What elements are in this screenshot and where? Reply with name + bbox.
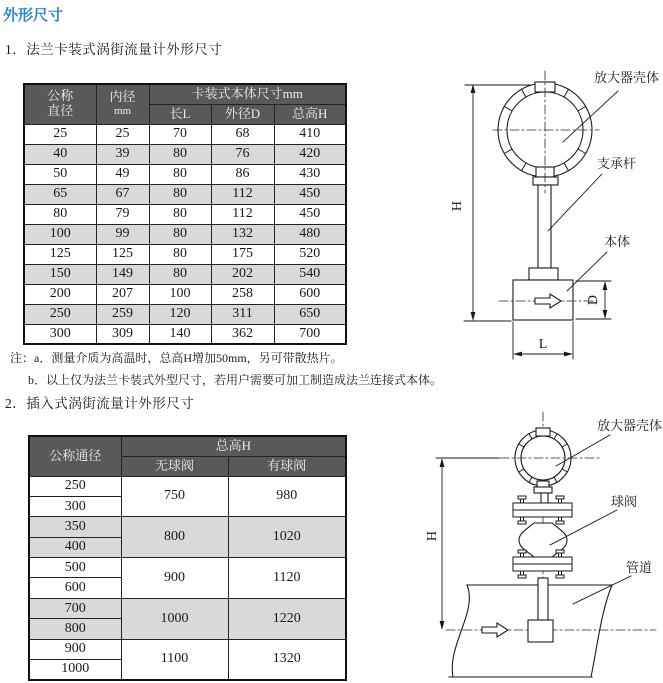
table-cell: 80 xyxy=(149,204,211,224)
section2-heading: 2．插入式涡街流量计外形尺寸 xyxy=(5,396,195,411)
table-cell: 112 xyxy=(211,184,274,204)
support-rod-label: 支承杆 xyxy=(597,156,637,171)
table-cell: 207 xyxy=(96,284,149,304)
table-cell: 80 xyxy=(24,204,96,224)
table-cell: 450 xyxy=(274,204,346,224)
table-cell: 70 xyxy=(149,124,211,144)
table-cell: 700 xyxy=(274,324,346,344)
table-cell-dn: 800 xyxy=(29,619,121,639)
table-cell: 80 xyxy=(149,264,211,284)
table-row xyxy=(24,304,346,324)
table-cell: 430 xyxy=(274,164,346,184)
table-cell: 80 xyxy=(149,184,211,204)
insertion-probe xyxy=(528,578,553,642)
insertion-diagram xyxy=(425,408,663,683)
table-cell: 132 xyxy=(211,224,274,244)
table-cell: 362 xyxy=(211,324,274,344)
table-cell-with-valve: 1320 xyxy=(228,639,346,680)
table-row xyxy=(29,476,346,496)
header-unit: mm xyxy=(113,105,132,118)
table-row xyxy=(29,517,346,537)
table-cell-dn: 600 xyxy=(29,578,121,598)
table-cell: 125 xyxy=(96,244,149,264)
col-header-with-ball-valve: 有球阀 xyxy=(228,456,346,476)
note-prefix: 注： xyxy=(10,351,35,365)
section1-heading: 1．法兰卡装式涡街流量计外形尺寸 xyxy=(5,42,223,57)
dim-L-label: L xyxy=(538,337,548,352)
table-cell: 68 xyxy=(211,124,274,144)
table-cell: 149 xyxy=(96,264,149,284)
table-row xyxy=(29,639,346,659)
amplifier-housing-label: 放大器壳体 xyxy=(597,418,663,433)
table-row xyxy=(24,204,346,224)
table-cell: 79 xyxy=(96,204,149,224)
table-cell: 250 xyxy=(24,304,96,324)
dimension-H xyxy=(436,458,499,630)
table-cell-dn: 300 xyxy=(29,496,121,516)
table-cell: 100 xyxy=(24,224,96,244)
table-cell-with-valve: 1120 xyxy=(228,558,346,599)
meter-body-label: 本体 xyxy=(604,234,631,249)
table-cell: 112 xyxy=(211,204,274,224)
table-cell: 309 xyxy=(96,324,149,344)
note-a-text: a．测量介质为高温时，总高H增加50mm，另可带散热片。 xyxy=(34,351,343,365)
table-cell: 25 xyxy=(96,124,149,144)
table-cell: 140 xyxy=(149,324,211,344)
table-cell-dn: 500 xyxy=(29,558,121,578)
amplifier-housing-label: 放大器壳体 xyxy=(594,70,660,85)
table-row xyxy=(24,264,346,284)
col-header-outer-D: 外径D xyxy=(211,104,274,124)
table-cell-no-valve: 1000 xyxy=(121,598,228,639)
col-header-height-H: 总高H xyxy=(274,104,346,124)
table-cell: 76 xyxy=(211,144,274,164)
table-row xyxy=(24,144,346,164)
table-cell: 650 xyxy=(274,304,346,324)
table-cell: 80 xyxy=(149,164,211,184)
support-rod xyxy=(529,177,558,280)
table-cell: 300 xyxy=(24,324,96,344)
header-line: 公称 xyxy=(47,88,74,104)
table-cell: 258 xyxy=(211,284,274,304)
table-row xyxy=(24,224,346,244)
table-notes xyxy=(10,347,442,391)
table-cell: 80 xyxy=(149,244,211,264)
table-cell-with-valve: 1020 xyxy=(228,517,346,558)
table-row xyxy=(24,244,346,264)
stem-neck xyxy=(534,487,552,503)
table-cell-dn: 250 xyxy=(29,476,121,496)
col-header-total-height-group: 总高H xyxy=(121,436,346,456)
note-a xyxy=(10,347,442,369)
flange-clamp-dimension-table xyxy=(23,83,347,345)
insertion-dimension-table xyxy=(28,435,347,681)
table-cell-no-valve: 750 xyxy=(121,476,228,517)
table-cell: 259 xyxy=(96,304,149,324)
table-cell: 202 xyxy=(211,264,274,284)
table-cell: 200 xyxy=(24,284,96,304)
dim-D-label: D xyxy=(586,294,601,306)
table-cell: 410 xyxy=(274,124,346,144)
table-cell-dn: 900 xyxy=(29,639,121,659)
ball-valve-label: 球阀 xyxy=(611,494,638,509)
table-cell-dn: 1000 xyxy=(29,660,121,680)
table-row xyxy=(24,164,346,184)
table-cell: 80 xyxy=(149,144,211,164)
table-cell-no-valve: 1100 xyxy=(121,639,228,680)
col-header-no-ball-valve: 无球阀 xyxy=(121,456,228,476)
table-cell: 39 xyxy=(96,144,149,164)
table-cell-dn: 400 xyxy=(29,537,121,557)
table-cell-with-valve: 980 xyxy=(228,476,346,517)
table-row xyxy=(24,124,346,144)
table-cell-no-valve: 800 xyxy=(121,517,228,558)
table-cell: 100 xyxy=(149,284,211,304)
table-row xyxy=(29,598,346,618)
dim-H-label: H xyxy=(425,530,440,542)
table-cell: 480 xyxy=(274,224,346,244)
col-header-length-L: 长L xyxy=(149,104,211,124)
page-title: 外形尺寸 xyxy=(3,7,64,24)
table-row xyxy=(29,558,346,578)
dim-H-label: H xyxy=(450,200,465,212)
table-cell: 50 xyxy=(24,164,96,184)
table-cell: 49 xyxy=(96,164,149,184)
flow-arrow-icon xyxy=(482,623,508,637)
table-cell: 120 xyxy=(149,304,211,324)
table-cell-dn: 700 xyxy=(29,598,121,618)
table-cell-no-valve: 900 xyxy=(121,558,228,599)
table-cell: 150 xyxy=(24,264,96,284)
table-cell: 540 xyxy=(274,264,346,284)
table-cell: 99 xyxy=(96,224,149,244)
table-row xyxy=(24,284,346,304)
header-line: 直径 xyxy=(47,103,74,119)
table-cell-with-valve: 1220 xyxy=(228,598,346,639)
table-row xyxy=(24,184,346,204)
table-cell: 450 xyxy=(274,184,346,204)
table-cell: 600 xyxy=(274,284,346,304)
col-header-inner-diameter xyxy=(96,84,149,124)
table-cell: 520 xyxy=(274,244,346,264)
table-cell: 25 xyxy=(24,124,96,144)
table-cell-dn: 350 xyxy=(29,517,121,537)
flange-clamp-diagram xyxy=(440,60,663,380)
table-cell: 67 xyxy=(96,184,149,204)
table-cell: 40 xyxy=(24,144,96,164)
table-cell: 86 xyxy=(211,164,274,184)
table-row xyxy=(24,324,346,344)
col-header-nominal-diameter xyxy=(24,84,96,124)
table-cell: 420 xyxy=(274,144,346,164)
table-cell: 80 xyxy=(149,224,211,244)
table-cell: 65 xyxy=(24,184,96,204)
table-cell: 175 xyxy=(211,244,274,264)
col-header-nominal-bore: 公称通径 xyxy=(29,436,121,476)
table-cell: 311 xyxy=(211,304,274,324)
note-b: b．以上仅为法兰卡装式外型尺寸，若用户需要可加工制造成法兰连接式本体。 xyxy=(28,373,443,387)
header-line: 内径 xyxy=(109,89,136,105)
pipe-label: 管道 xyxy=(626,560,653,575)
table-cell: 125 xyxy=(24,244,96,264)
col-header-body-size-group: 卡装式本体尺寸mm xyxy=(149,84,346,104)
